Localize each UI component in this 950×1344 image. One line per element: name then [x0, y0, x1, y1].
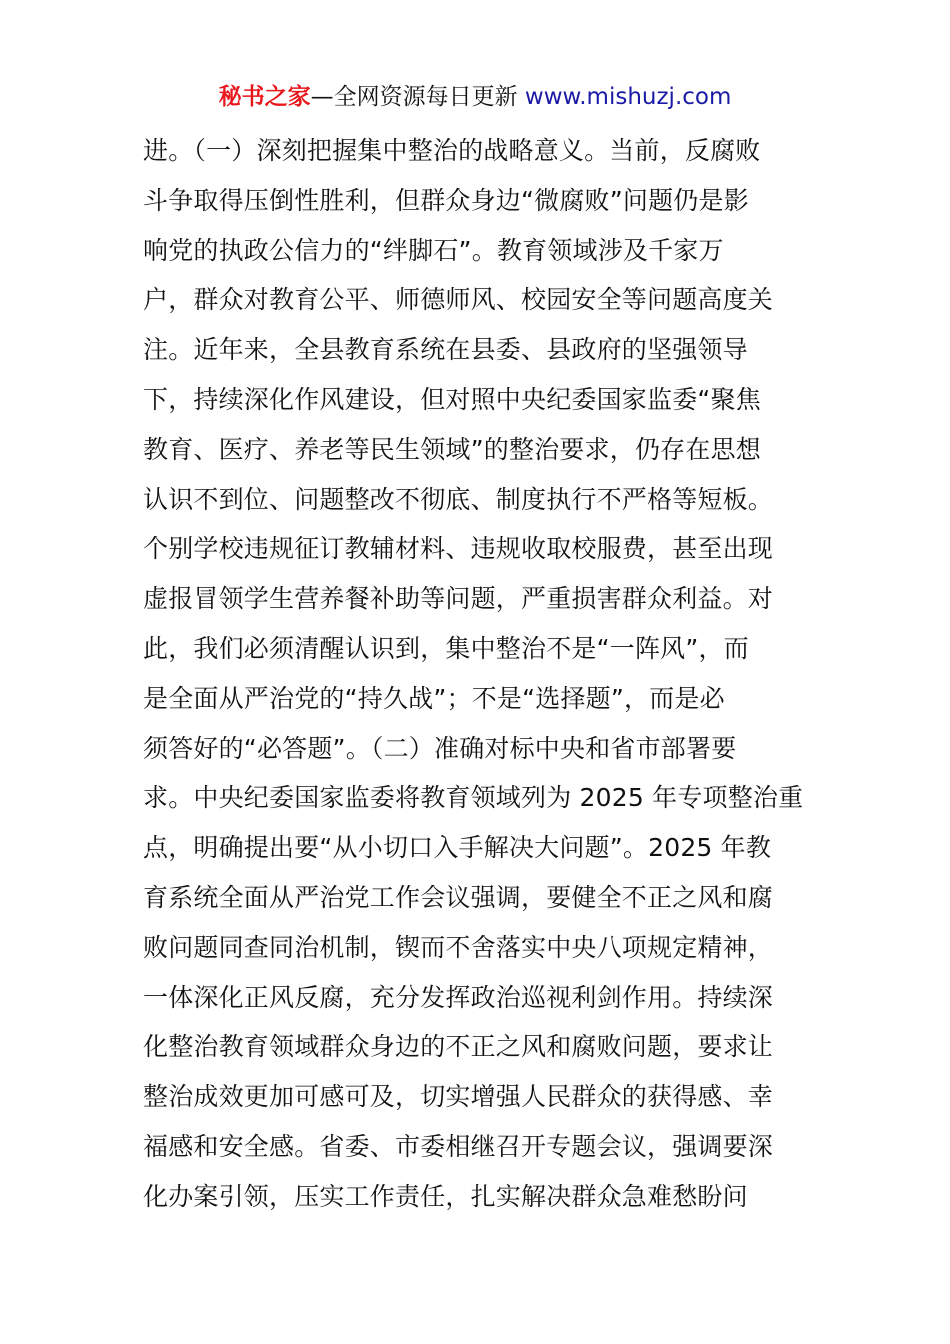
site-url[interactable]: www.mishuzj.com	[524, 84, 732, 110]
text-line: 斗争取得压倒性胜利，但群众身边“微腐败”问题仍是影	[143, 185, 749, 215]
text-line: 教育、医疗、养老等民生领域”的整治要求，仍存在思想	[143, 434, 761, 464]
text-line: 下，持续深化作风建设，但对照中央纪委国家监委“聚焦	[143, 384, 761, 414]
text-line: 求。中央纪委国家监委将教育领域列为 2025 年专项整治重	[143, 783, 804, 813]
document-body	[143, 126, 813, 1222]
text-line: 是全面从严治党的“持久战”；不是“选择题”，而是必	[143, 683, 725, 713]
text-line: 一体深化正风反腐，充分发挥政治巡视利剑作用。持续深	[143, 982, 774, 1012]
text-line: 育系统全面从严治党工作会议强调，要健全不正之风和腐	[143, 882, 774, 912]
text-line: 个别学校违规征订教辅材料、违规收取校服费，甚至出现	[143, 534, 774, 564]
text-line: 须答好的“必答题”。（二）准确对标中央和省市部署要	[143, 733, 737, 763]
text-line: 福感和安全感。省委、市委相继召开专题会议，强调要深	[143, 1131, 774, 1161]
text-line: 败问题同查同治机制，锲而不舍落实中央八项规定精神，	[143, 932, 774, 962]
text-line: 整治成效更加可感可及，切实增强人民群众的获得感、幸	[143, 1082, 774, 1112]
text-line: 认识不到位、问题整改不彻底、制度执行不严格等短板。	[143, 484, 774, 514]
text-line: 注。近年来，全县教育系统在县委、县政府的坚强领导	[143, 335, 748, 365]
text-line: 户，群众对教育公平、师德师风、校园安全等问题高度关	[143, 285, 774, 315]
text-line: 此，我们必须清醒认识到，集中整治不是“一阵风”，而	[143, 633, 749, 663]
text-line: 响党的执政公信力的“绊脚石”。教育领域涉及千家万	[143, 235, 724, 265]
text-line: 化整治教育领域群众身边的不正之风和腐败问题，要求让	[143, 1032, 774, 1062]
text-line: 进。（一）深刻把握集中整治的战略意义。当前，反腐败	[143, 136, 761, 165]
site-tagline: —全网资源每日更新	[310, 84, 518, 110]
text-line: 点，明确提出要“从小切口入手解决大问题”。2025 年教	[143, 833, 772, 863]
text-line: 虚报冒领学生营养餐补助等问题，严重损害群众利益。对	[143, 584, 774, 614]
page-header	[0, 80, 950, 114]
text-line: 化办案引领，压实工作责任，扎实解决群众急难愁盼问	[143, 1181, 748, 1211]
site-brand: 秘书之家	[218, 84, 311, 110]
